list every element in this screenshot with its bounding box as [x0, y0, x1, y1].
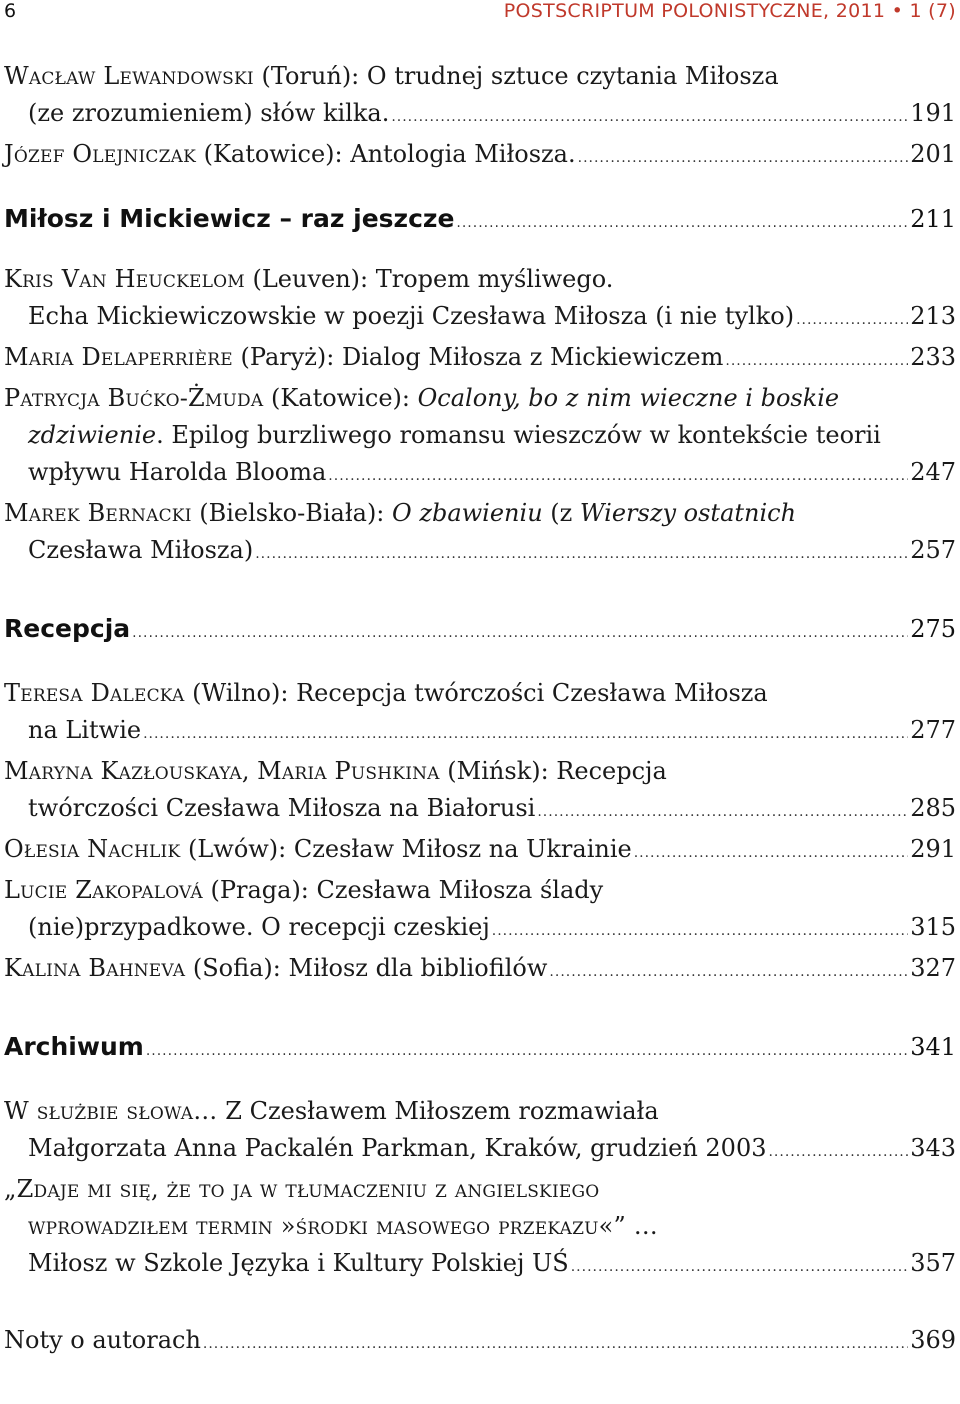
entry-author: Patrycja Bućko-Żmuda [4, 384, 264, 412]
dot-leader [456, 203, 908, 243]
section-heading[interactable] [4, 199, 956, 243]
journal-title: POSTSCRIPTUM POLONISTYCZNE, 2011 • 1 (7) [503, 0, 956, 22]
entry-title: (Paryż): Dialog Miłosza z Mickiewiczem [232, 343, 724, 371]
entry-title: (Lwów): Czesław Miłosz na Ukrainie [180, 835, 632, 863]
entry-author: Maryna Kazłouskaya [4, 757, 242, 785]
entry-author: Maria Pushkina [257, 757, 440, 785]
entry-title-cont: twórczości Czesława Miłosza na Białorusi [28, 794, 536, 822]
entry-page: 357 [910, 1249, 956, 1277]
entry-page: 315 [910, 913, 956, 941]
entry-author: Lucie Zakopalová [4, 876, 203, 904]
dot-leader [391, 99, 908, 136]
toc-entry[interactable] [4, 261, 956, 339]
toc-entry[interactable] [4, 950, 956, 991]
entry-author: Kalina Bahneva [4, 954, 186, 982]
dot-leader [132, 613, 908, 653]
dot-leader [768, 1134, 908, 1171]
entry-title: (Wilno): Recepcja twórczości Czesława Miłosza [184, 679, 768, 707]
entry-page: 343 [910, 1134, 956, 1162]
entry-subtitle: . Epilog burzliwego romansu wieszczów w kontekście teorii [156, 421, 881, 449]
entry-author: Marek Bernacki [4, 499, 192, 527]
toc-entry[interactable] [4, 339, 956, 380]
running-head [4, 0, 956, 28]
entry-author: Wacław Lewandowski [4, 62, 254, 90]
entry-title: (Praga): Czesława Miłosza ślady [202, 876, 604, 904]
dot-leader [549, 954, 908, 991]
entry-page: 247 [910, 458, 956, 486]
dot-leader [255, 536, 908, 573]
entry-title-cont: wprowadziłem termin »środki masowego przekazu«” … [28, 1212, 659, 1240]
dot-leader [492, 913, 908, 950]
entry-title-cont: Czesława Miłosza) [28, 536, 254, 564]
entry-subtitle: Z Czesławem Miłoszem rozmawiała [225, 1097, 659, 1125]
entry-page: 257 [910, 536, 956, 564]
entry-title-cont: (nie)przypadkowe. O recepcji czeskiej [28, 913, 490, 941]
entry-page: 285 [910, 794, 956, 822]
dot-leader [578, 140, 909, 177]
entry-page: 213 [910, 302, 956, 330]
entry-author: Teresa Dalecka [4, 679, 185, 707]
section-title: Miłosz i Mickiewicz – raz jeszcze [4, 204, 455, 233]
entry-title-cont: (ze zrozumieniem) słów kilka. [28, 99, 390, 127]
entry-place: (Bielsko-Biała): [191, 499, 393, 527]
entry-title: O trudnej sztuce czytania Miłosza [366, 62, 779, 90]
toc-entry[interactable] [4, 872, 956, 950]
entry-subtitle-cont: Małgorzata Anna Packalén Parkman, Kraków, grudzień 2003 [28, 1134, 767, 1162]
dot-leader [203, 1326, 908, 1363]
entry-page: 369 [910, 1326, 956, 1354]
entry-title: W służbie słowa… [4, 1097, 226, 1125]
toc-entry[interactable] [4, 495, 956, 573]
dot-leader [143, 716, 908, 753]
section-page: 275 [910, 615, 956, 643]
toc-entry[interactable] [4, 753, 956, 831]
entry-author: Kris Van Heuckelom [4, 265, 245, 293]
section-title: Recepcja [4, 614, 131, 643]
section-heading[interactable] [4, 609, 956, 653]
entry-title-cont: na Litwie [28, 716, 142, 744]
entry-title: „Zdaje mi się, że to ja w tłumaczeniu z angielskiego [4, 1175, 600, 1203]
dot-leader [537, 794, 908, 831]
toc-entry[interactable] [4, 675, 956, 753]
entry-title-cont: zdziwienie [28, 421, 157, 449]
dot-leader [796, 302, 908, 339]
toc-entry[interactable] [4, 380, 956, 495]
entry-title-italic: Wierszy ostatnich [579, 499, 797, 527]
section-heading[interactable] [4, 1027, 956, 1071]
entry-page: 191 [910, 99, 956, 127]
dot-leader [634, 835, 908, 872]
toc-entry[interactable] [4, 136, 956, 177]
section-page: 341 [910, 1033, 956, 1061]
entry-page: 327 [910, 954, 956, 982]
entry-title: (Leuven): Tropem myśliwego. [244, 265, 614, 293]
entry-page: 277 [910, 716, 956, 744]
dot-leader [328, 458, 908, 495]
toc-entry[interactable] [4, 1171, 956, 1286]
toc-entry[interactable] [4, 58, 956, 136]
section-title: Archiwum [4, 1032, 144, 1061]
dot-leader [725, 343, 908, 380]
author-separator: , [241, 757, 258, 785]
toc-entry[interactable] [4, 831, 956, 872]
entry-title: Ocalony, bo z nim wieczne i boskie [417, 384, 840, 412]
entry-subtitle-cont: wpływu Harolda Blooma [28, 458, 327, 486]
entry-page: 291 [910, 835, 956, 863]
entry-title: (Sofia): Miłosz dla bibliofilów [185, 954, 548, 982]
entry-title-mid: (z [542, 499, 580, 527]
entry-subtitle: Miłosz w Szkole Języka i Kultury Polskiej UŚ [28, 1249, 569, 1277]
entry-page: 201 [910, 140, 956, 168]
dot-leader [146, 1031, 908, 1071]
entry-title: (Katowice): Antologia Miłosza. [195, 140, 576, 168]
entry-place: (Katowice): [263, 384, 418, 412]
entry-author: Ołesia Nachlik [4, 835, 181, 863]
entry-title-cont: Echa Mickiewiczowskie w poezji Czesława Miłosza (i nie tylko) [28, 302, 795, 330]
toc-entry[interactable] [4, 1322, 956, 1363]
toc-entry[interactable] [4, 1093, 956, 1171]
entry-title: O zbawieniu [392, 499, 543, 527]
entry-place: (Toruń): [253, 62, 367, 90]
entry-author: Maria Delaperrière [4, 343, 233, 371]
section-page: 211 [910, 205, 956, 233]
entry-author: Józef Olejniczak [4, 140, 196, 168]
entry-title: Noty o autorach [4, 1326, 201, 1354]
page-number: 6 [4, 0, 17, 22]
entry-title: (Mińsk): Recepcja [439, 757, 667, 785]
dot-leader [571, 1249, 908, 1286]
table-of-contents [4, 58, 956, 1363]
entry-page: 233 [910, 343, 956, 371]
